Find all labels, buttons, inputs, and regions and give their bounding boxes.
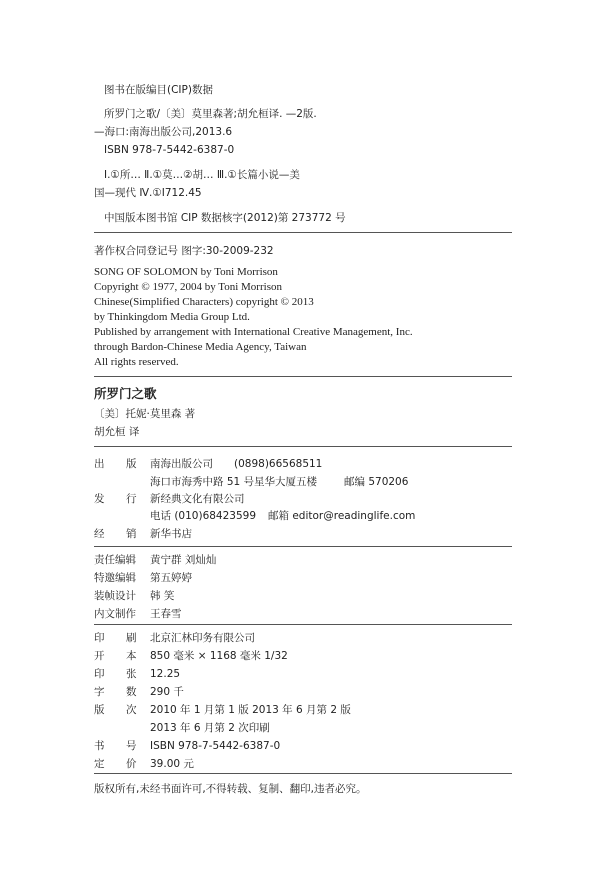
spec-label-b: 本 [126, 650, 137, 662]
publisher-postcode: 邮编 570206 [344, 476, 409, 488]
spec-label-a: 印 [94, 632, 105, 644]
divider-specs [94, 773, 512, 774]
copyright-registration: 著作权合同登记号 图字:30-2009-232 [94, 245, 274, 257]
editor-name: 韩 笑 [150, 590, 175, 602]
copyright-notice: 版权所有,未经书面许可,不得转载、复制、翻印,违者必究。 [94, 783, 367, 795]
spec-sheets: 12.25 [150, 668, 181, 680]
book-author: 〔美〕托妮·莫里森 著 [94, 408, 196, 420]
publisher-phone: (0898)66568511 [234, 458, 323, 470]
editor-role: 特邀编辑 [94, 572, 136, 584]
rights-line-7: All rights reserved. [94, 356, 179, 368]
rights-line-5: Published by arrangement with International Creative Management, Inc. [94, 326, 413, 338]
spec-label-b: 次 [126, 704, 137, 716]
editor-name: 第五婷婷 [150, 572, 192, 584]
rights-line-2: Copyright © 1977, 2004 by Toni Morrison [94, 281, 282, 293]
divider-rights [94, 376, 512, 377]
divider-title [94, 446, 512, 447]
spec-price: 39.00 元 [150, 758, 194, 770]
distributor-label-b: 行 [126, 493, 137, 505]
rights-line-1: SONG OF SOLOMON by Toni Morrison [94, 266, 278, 278]
divider-cip [94, 232, 512, 233]
spec-format: 850 毫米 × 1168 毫米 1/32 [150, 650, 288, 662]
cip-check-number: 中国版本图书馆 CIP 数据核字(2012)第 273772 号 [104, 212, 346, 224]
seller-label-b: 销 [126, 528, 137, 540]
rights-line-6: through Bardon-Chinese Media Agency, Taiwan [94, 341, 307, 353]
spec-label-b: 价 [126, 758, 137, 770]
publisher-label-a: 出 [94, 458, 105, 470]
editor-role: 装帧设计 [94, 590, 136, 602]
spec-label-b: 张 [126, 668, 137, 680]
spec-label-a: 版 [94, 704, 105, 716]
spec-label-b: 数 [126, 686, 137, 698]
spec-label-a: 字 [94, 686, 105, 698]
distributor-name: 新经典文化有限公司 [150, 493, 245, 505]
spec-label-b: 刷 [126, 632, 137, 644]
spec-label-b: 号 [126, 740, 137, 752]
book-title: 所罗门之歌 [94, 386, 157, 401]
spec-label-a: 印 [94, 668, 105, 680]
publisher-name: 南海出版公司 [150, 458, 213, 470]
distributor-phone: 电话 (010)68423599 [150, 510, 257, 522]
spec-label-a: 定 [94, 758, 105, 770]
cip-line-1: 所罗门之歌/〔美〕莫里森著;胡允桓译. —2版. [104, 108, 317, 120]
book-translator: 胡允桓 译 [94, 426, 140, 438]
cip-classification-2: 国—现代 Ⅳ.①I712.45 [94, 187, 202, 199]
spec-label-a: 开 [94, 650, 105, 662]
spec-edition: 2010 年 1 月第 1 版 2013 年 6 月第 2 版 [150, 704, 351, 716]
editor-name: 黄宁群 刘灿灿 [150, 554, 217, 566]
spec-word-count: 290 千 [150, 686, 184, 698]
seller-name: 新华书店 [150, 528, 192, 540]
editor-role: 内文制作 [94, 608, 136, 620]
rights-line-3: Chinese(Simplified Characters) copyright © 2013 [94, 296, 314, 308]
publisher-address: 海口市海秀中路 51 号星华大厦五楼 [150, 476, 318, 488]
publisher-label-b: 版 [126, 458, 137, 470]
spec-label-a: 书 [94, 740, 105, 752]
distributor-email: 邮箱 editor@readinglife.com [268, 510, 416, 522]
seller-label-a: 经 [94, 528, 105, 540]
divider-publishing [94, 546, 512, 547]
editor-name: 王春雪 [150, 608, 182, 620]
spec-isbn: ISBN 978-7-5442-6387-0 [150, 740, 281, 752]
cip-line-2: —海口:南海出版公司,2013.6 [94, 126, 233, 138]
distributor-label-a: 发 [94, 493, 105, 505]
cip-isbn: ISBN 978-7-5442-6387-0 [104, 144, 235, 156]
cip-classification-1: Ⅰ.①所… Ⅱ.①莫…②胡… Ⅲ.①长篇小说—美 [104, 169, 300, 181]
editor-role: 责任编辑 [94, 554, 136, 566]
cip-heading: 图书在版编目(CIP)数据 [104, 84, 213, 96]
spec-printing: 2013 年 6 月第 2 次印刷 [150, 722, 270, 734]
divider-editors [94, 624, 512, 625]
spec-printer: 北京汇林印务有限公司 [150, 632, 255, 644]
rights-line-4: by Thinkingdom Media Group Ltd. [94, 311, 250, 323]
